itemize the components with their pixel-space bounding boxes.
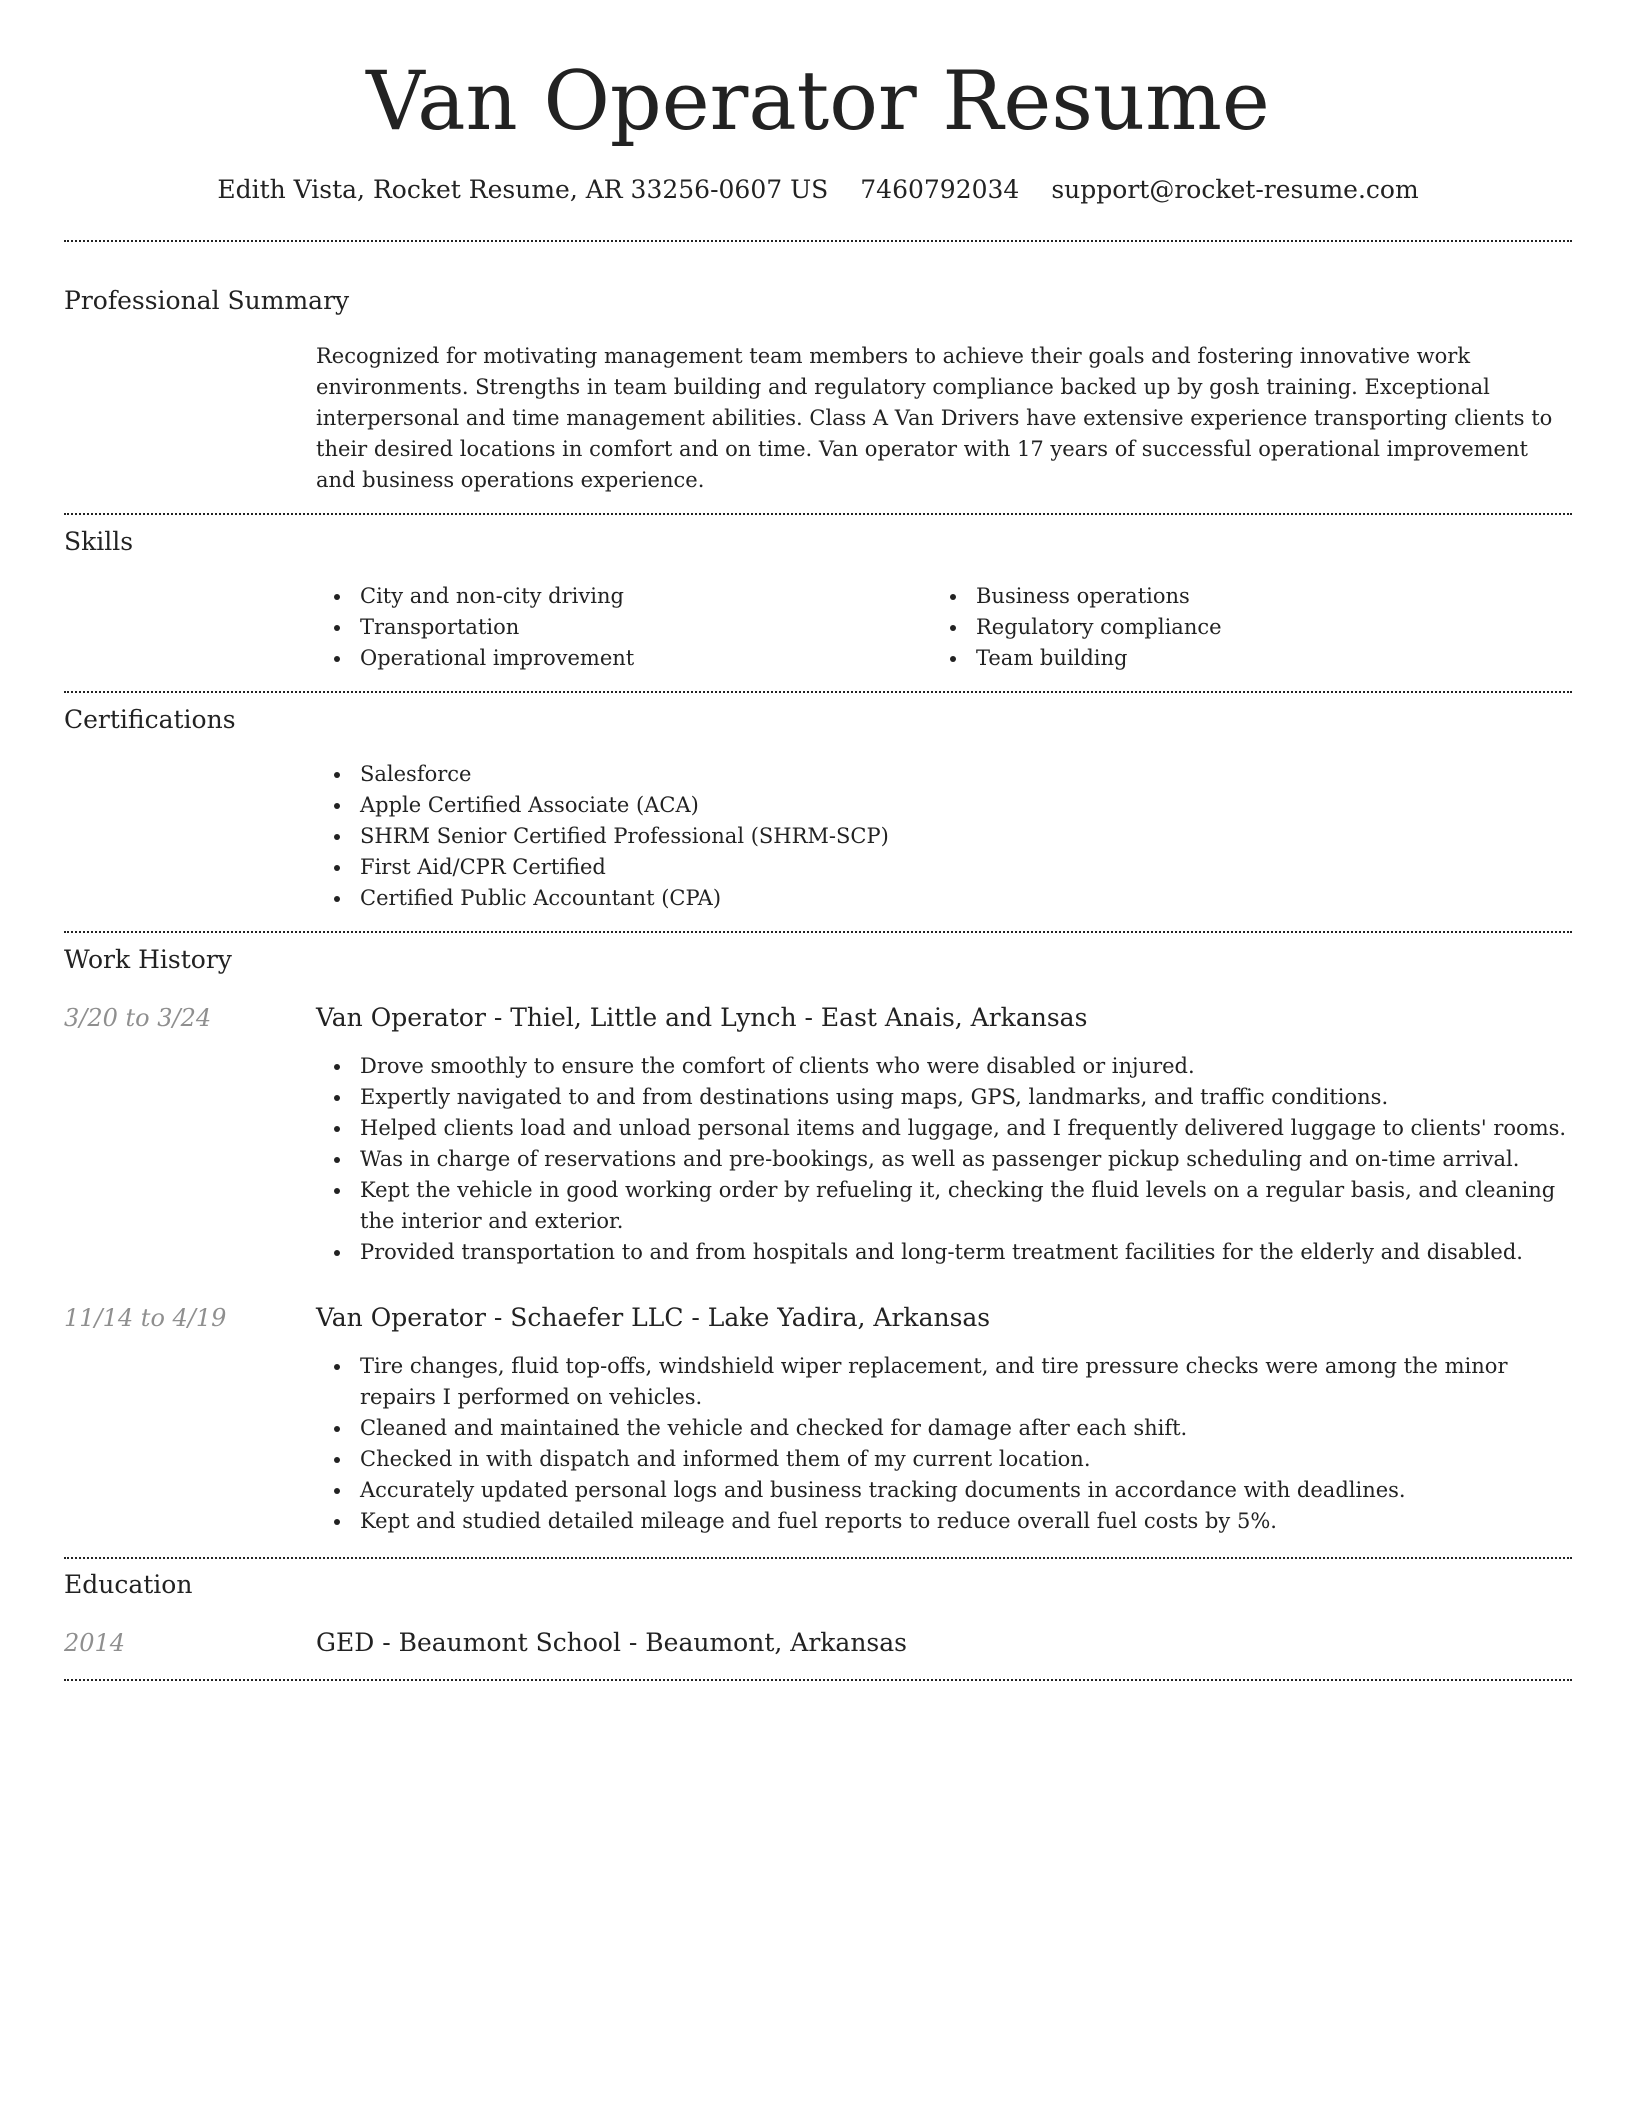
certifications-list <box>316 759 1572 914</box>
certification-item: Salesforce <box>316 759 1572 790</box>
section-divider <box>64 931 1572 933</box>
work-history-heading: Work History <box>64 945 232 974</box>
job-duty-item: Tire changes, fluid top-offs, windshield wiper replacement, and tire pressure checks were among the minor repairs I performed on vehicles. <box>316 1351 1572 1413</box>
job-duty-item: Helped clients load and unload personal items and luggage, and I frequently delivered luggage to clients' rooms. <box>316 1113 1572 1144</box>
section-divider <box>64 691 1572 693</box>
job-duty-item: Accurately updated personal logs and business tracking documents in accordance with deadlines. <box>316 1475 1572 1506</box>
certification-item: Certified Public Accountant (CPA) <box>316 883 1572 914</box>
job-duties-list <box>316 1351 1572 1537</box>
section-divider <box>64 513 1572 515</box>
job-duty-item: Kept the vehicle in good working order by refueling it, checking the fluid levels on a regular basis, and cleaning the interior and exterior. <box>316 1175 1572 1237</box>
job-duty-item: Kept and studied detailed mileage and fuel reports to reduce overall fuel costs by 5%. <box>316 1506 1572 1537</box>
job-duty-item: Was in charge of reservations and pre-bookings, as well as passenger pickup scheduling and on-time arrival. <box>316 1144 1572 1175</box>
job-dates: 3/20 to 3/24 <box>64 1004 212 1032</box>
education-entry: GED - Beaumont School - Beaumont, Arkansas <box>316 1628 907 1657</box>
contact-address: Edith Vista, Rocket Resume, AR 33256-0607 US <box>217 175 829 204</box>
education-heading: Education <box>64 1570 193 1599</box>
skill-item: Transportation <box>316 612 916 643</box>
skills-list-left <box>316 581 916 674</box>
certification-item: First Aid/CPR Certified <box>316 852 1572 883</box>
skill-item: Business operations <box>932 581 1532 612</box>
job-duty-item: Provided transportation to and from hospitals and long-term treatment facilities for the elderly and disabled. <box>316 1237 1572 1268</box>
job-duty-item: Cleaned and maintained the vehicle and checked for damage after each shift. <box>316 1413 1572 1444</box>
skills-heading: Skills <box>64 527 134 556</box>
certifications-heading: Certifications <box>64 705 236 734</box>
education-year: 2014 <box>64 1629 126 1657</box>
section-divider <box>64 240 1572 242</box>
job-title: Van Operator - Schaefer LLC - Lake Yadira, Arkansas <box>316 1303 991 1332</box>
summary-heading: Professional Summary <box>64 286 350 315</box>
job-dates: 11/14 to 4/19 <box>64 1304 227 1332</box>
skill-item: Operational improvement <box>316 643 916 674</box>
contact-email: support@rocket-resume.com <box>1051 175 1419 204</box>
section-divider <box>64 1557 1572 1559</box>
contact-line <box>64 170 1572 210</box>
contact-phone: 7460792034 <box>860 175 1020 204</box>
certification-item: SHRM Senior Certified Professional (SHRM-SCP) <box>316 821 1572 852</box>
certification-item: Apple Certified Associate (ACA) <box>316 790 1572 821</box>
job-title: Van Operator - Thiel, Little and Lynch - East Anais, Arkansas <box>316 1003 1088 1032</box>
skill-item: Team building <box>932 643 1532 674</box>
job-duties-list <box>316 1051 1572 1268</box>
job-duty-item: Checked in with dispatch and informed them of my current location. <box>316 1444 1572 1475</box>
summary-text: Recognized for motivating management team members to achieve their goals and fostering innovative work environments. Strengths in team building and regulatory compliance backed up by gosh training. Exceptional interpersonal and time management abilities. Class A Van Drivers have extensive experience transporting clients to their desired locations in comfort and on time. Van operator with 17 years of successful operational improvement and business operations experience. <box>316 344 1553 492</box>
job-duty-item: Drove smoothly to ensure the comfort of clients who were disabled or injured. <box>316 1051 1572 1082</box>
resume-title: Van Operator Resume <box>366 55 1270 149</box>
skill-item: City and non-city driving <box>316 581 916 612</box>
skill-item: Regulatory compliance <box>932 612 1532 643</box>
section-divider <box>64 1679 1572 1681</box>
skills-list-right <box>932 581 1532 674</box>
job-duty-item: Expertly navigated to and from destinations using maps, GPS, landmarks, and traffic conditions. <box>316 1082 1572 1113</box>
